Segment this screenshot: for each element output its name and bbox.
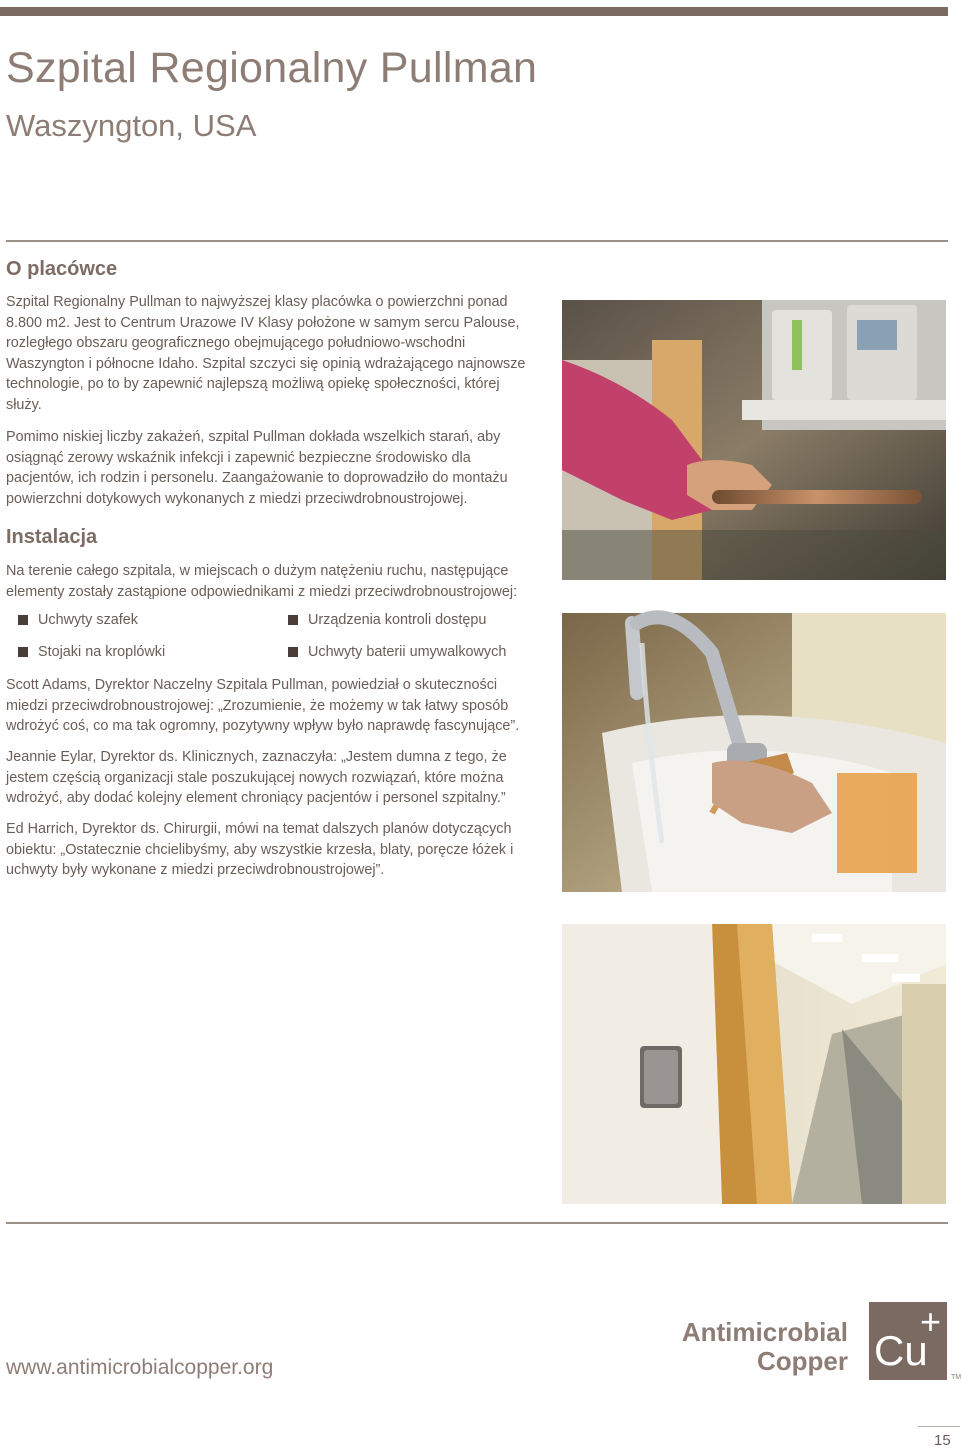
page-title: Szpital Regionalny Pullman — [6, 44, 538, 92]
bullet-item — [288, 644, 506, 660]
bullet-item — [18, 644, 165, 660]
footer-divider — [6, 1222, 948, 1224]
page-number: 15 — [934, 1432, 951, 1449]
installation-heading: Instalacja — [6, 526, 98, 548]
bullet-label: Stojaki na kroplówki — [38, 644, 166, 660]
quote-1-text: Scott Adams, Dyrektor Naczelny Szpitala Pullman, powiedział o skuteczności miedzi przeciwdrobnoustrojowej: „Zrozumienie, że możemy w tak łatwy sposób wdrożyć coś, co ma tak ogromny, pozytywny wpływ było naprawdę fascynujące”. — [6, 677, 520, 734]
about-text-1: Szpital Regionalny Pullman to najwyższej klasy placówka o powierzchni ponad 8.800 m2. Jest to Centrum Urazowe IV Klasy położone w samym sercu Palouse, rozległego obszaru geograficznego obejmującego południowo-wschodni Waszyngton i północne Idaho. Szpital szczyci się opinią wdrażającego najnowsze technologie, po to by zapewnić najlepszą możliwą opiekę społeczności, której służy. — [6, 294, 526, 413]
installation-intro — [6, 561, 526, 602]
faucet-illustration — [562, 613, 946, 892]
bullet-square-icon — [18, 615, 28, 625]
quote-1 — [6, 675, 526, 737]
quote-3 — [6, 819, 526, 881]
cu-logo-plus: + — [920, 1301, 942, 1342]
brand-line-2: Copper — [757, 1346, 848, 1376]
quote-2-text: Jeannie Eylar, Dyrektor ds. Klinicznych, zaznaczyła: „Jestem dumna z tego, że jestem częścią organizacji stale poszukującej nowych rozwiązań, które można wdrożyć, aby dodać kolejny element chroniący pacjentów i personel szpitalny.” — [6, 749, 507, 806]
website-link[interactable]: www.antimicrobialcopper.org — [6, 1356, 274, 1379]
bullet-label: Urządzenia kontroli dostępu — [308, 612, 487, 628]
photo-faucet-handle — [562, 613, 946, 892]
photo-corridor-access-plate — [562, 924, 946, 1204]
iv-pole-illustration — [562, 300, 946, 580]
installation-intro-text: Na terenie całego szpitala, w miejscach o dużym natężeniu ruchu, następujące elementy zostały zastąpione odpowiednikami z miedzi przeciwdrobnoustrojowej: — [6, 563, 518, 600]
quote-2 — [6, 747, 526, 809]
cu-logo-text: Cu — [874, 1327, 928, 1374]
bullet-square-icon — [288, 615, 298, 625]
about-heading: O placówce — [6, 258, 118, 280]
bullet-label: Uchwyty baterii umywalkowych — [308, 644, 507, 660]
bullet-square-icon — [288, 647, 298, 657]
bullet-item — [288, 612, 486, 628]
bullet-item — [18, 612, 138, 628]
brand-line-1: Antimicrobial — [681, 1317, 848, 1347]
photo-iv-pole-handle — [562, 300, 946, 580]
about-paragraph-1 — [6, 292, 526, 415]
bullet-square-icon — [18, 647, 28, 657]
brand-wordmark — [672, 1318, 848, 1376]
corridor-illustration — [562, 924, 946, 1204]
about-paragraph-2 — [6, 427, 526, 509]
bullet-label: Uchwyty szafek — [38, 612, 138, 628]
about-text-2: Pomimo niskiej liczby zakażeń, szpital Pullman dokłada wszelkich starań, aby osiągnąć zerowy wskaźnik infekcji i zapewnić bezpieczne środowisko dla pacjentów, ich rodzin i personelu. Zaangażowanie to doprowadziło do montażu powierzchni dotykowych wykonanych z miedzi przeciwdrobnoustrojowej. — [6, 429, 508, 507]
quote-3-text: Ed Harrich, Dyrektor ds. Chirurgii, mówi na temat dalszych planów dotyczących obiektu: „Ostatecznie chcielibyśmy, aby wszystkie krzesła, blaty, poręcze łóżek i uchwyty były wykonane z miedzi przeciwdrobnoustrojowej”. — [6, 821, 514, 878]
trademark-mark: TM — [951, 1374, 961, 1381]
page-subtitle: Waszyngton, USA — [6, 108, 257, 143]
top-bar — [0, 7, 948, 16]
page-number-rule — [918, 1426, 960, 1427]
section-divider — [6, 240, 948, 242]
